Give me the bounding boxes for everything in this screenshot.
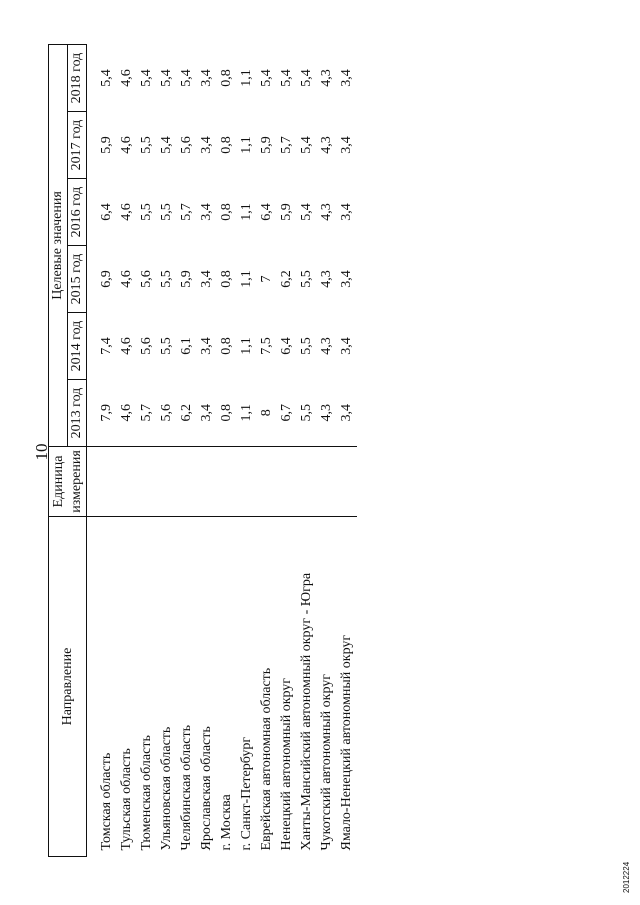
row-value: 3,4 <box>199 337 214 355</box>
row-value: 4,6 <box>117 380 137 447</box>
row-value: 5,6 <box>179 136 194 154</box>
table-row <box>337 44 357 856</box>
row-unit <box>117 447 137 517</box>
row-value: 0,8 <box>219 69 234 87</box>
row-value: 5,4 <box>159 69 174 87</box>
row-value: 5,4 <box>139 69 154 87</box>
table-row <box>217 44 237 856</box>
row-value: 0,8 <box>219 203 234 221</box>
row-value: 3,4 <box>339 69 354 87</box>
row-value: 4,6 <box>119 136 134 154</box>
table-row <box>277 44 297 856</box>
row-value: 5,4 <box>259 69 274 87</box>
row-value: 3,4 <box>339 203 354 221</box>
row-value: 6,1 <box>179 337 194 355</box>
row-name: Челябинская область <box>179 725 194 851</box>
row-value: 4,3 <box>319 203 334 221</box>
row-value: 7,4 <box>99 337 114 355</box>
row-value: 0,8 <box>219 270 234 288</box>
row-unit <box>137 447 157 517</box>
table-row <box>297 44 317 856</box>
row-value: 3,4 <box>339 270 354 288</box>
row-value: 7,5 <box>259 337 274 355</box>
row-value: 3,4 <box>199 270 214 288</box>
table-row <box>197 44 217 856</box>
table-body <box>87 44 358 856</box>
row-unit <box>157 447 177 517</box>
row-value: 5,5 <box>139 203 154 221</box>
row-value: 5,9 <box>259 136 274 154</box>
row-value: 4,6 <box>119 203 134 221</box>
row-value: 1,1 <box>239 337 254 355</box>
row-value: 5,5 <box>159 337 174 355</box>
row-value: 5,5 <box>139 136 154 154</box>
table-row <box>257 44 277 856</box>
row-unit <box>237 447 257 517</box>
row-value: 1,1 <box>239 69 254 87</box>
page-number: 10 <box>32 443 51 461</box>
row-value: 5,4 <box>299 69 314 87</box>
table-row <box>87 44 118 856</box>
row-name: Тульская область <box>119 748 134 851</box>
row-name: Ярославская область <box>199 726 214 851</box>
row-value: 4,6 <box>119 69 134 87</box>
row-value: 5,6 <box>139 337 154 355</box>
row-value: 6,4 <box>259 203 274 221</box>
table-row <box>157 44 177 856</box>
row-value: 1,1 <box>237 380 257 447</box>
row-unit <box>317 447 337 517</box>
side-code: 2012224 <box>622 861 631 893</box>
row-value: 5,4 <box>179 69 194 87</box>
header-direction: Направление <box>49 517 87 857</box>
row-name: Еврейская автономная область <box>259 667 274 851</box>
row-value: 5,4 <box>299 136 314 154</box>
row-unit <box>277 447 297 517</box>
row-value: 0,8 <box>219 337 234 355</box>
row-value: 4,3 <box>319 136 334 154</box>
row-value: 5,5 <box>299 270 314 288</box>
row-value: 6,7 <box>277 380 297 447</box>
row-value: 3,4 <box>199 136 214 154</box>
row-value: 0,8 <box>219 136 234 154</box>
row-unit <box>217 447 237 517</box>
row-unit <box>197 447 217 517</box>
row-unit <box>87 447 118 517</box>
row-value: 5,9 <box>179 270 194 288</box>
row-value: 4,3 <box>319 337 334 355</box>
row-value: 0,8 <box>217 380 237 447</box>
header-year: 2017 год <box>68 112 87 179</box>
row-value: 6,2 <box>177 380 197 447</box>
table-row <box>137 44 157 856</box>
row-unit <box>337 447 357 517</box>
row-value: 1,1 <box>239 270 254 288</box>
row-value: 6,4 <box>99 203 114 221</box>
row-value: 8 <box>257 380 277 447</box>
header-year: 2018 год <box>68 44 87 111</box>
row-unit <box>257 447 277 517</box>
row-value: 5,7 <box>137 380 157 447</box>
row-value: 5,4 <box>159 136 174 154</box>
table-row <box>177 44 197 856</box>
row-name: Ямало-Ненецкий автономный округ <box>339 634 354 851</box>
table-row <box>117 44 137 856</box>
row-value: 3,4 <box>199 203 214 221</box>
row-name: г. Санкт-Петербург <box>239 736 254 851</box>
header-year: 2014 год <box>68 313 87 380</box>
row-value: 5,5 <box>159 270 174 288</box>
row-value: 5,7 <box>279 136 294 154</box>
row-value: 1,1 <box>239 136 254 154</box>
row-value: 5,5 <box>297 380 317 447</box>
row-value: 7,9 <box>87 380 118 447</box>
row-value: 3,4 <box>339 337 354 355</box>
row-value: 3,4 <box>199 69 214 87</box>
row-value: 5,6 <box>139 270 154 288</box>
header-year: 2015 год <box>68 246 87 313</box>
header-year: 2013 год <box>68 380 87 447</box>
row-value: 5,4 <box>299 203 314 221</box>
target-values-table <box>48 44 357 857</box>
header-group: Целевые значения <box>49 44 68 446</box>
table-row <box>317 44 337 856</box>
row-value: 4,3 <box>319 69 334 87</box>
row-name: Чукотский автономный округ <box>319 673 334 851</box>
row-value: 1,1 <box>239 203 254 221</box>
row-name: Ханты-Мансийский автономный округ - Югра <box>299 572 314 851</box>
row-unit <box>297 447 317 517</box>
row-value: 3,4 <box>197 380 217 447</box>
row-value: 6,4 <box>279 337 294 355</box>
row-value: 6,9 <box>99 270 114 288</box>
row-value: 5,7 <box>179 203 194 221</box>
row-value: 5,5 <box>299 337 314 355</box>
row-value: 3,4 <box>339 136 354 154</box>
table-row <box>237 44 257 856</box>
row-value: 5,9 <box>279 203 294 221</box>
row-value: 4,3 <box>317 380 337 447</box>
row-unit <box>177 447 197 517</box>
row-value: 4,3 <box>319 270 334 288</box>
row-value: 5,6 <box>157 380 177 447</box>
header-unit-line1: Единица <box>50 455 66 508</box>
header-year: 2016 год <box>68 179 87 246</box>
row-value: 5,5 <box>159 203 174 221</box>
row-value: 7 <box>259 275 274 283</box>
row-value: 4,6 <box>119 337 134 355</box>
row-name: г. Москва <box>219 794 234 851</box>
row-value: 5,9 <box>99 136 114 154</box>
row-value: 5,4 <box>279 69 294 87</box>
row-name: Тюменская область <box>139 735 154 851</box>
row-value: 3,4 <box>337 380 357 447</box>
row-value: 6,2 <box>279 270 294 288</box>
header-unit <box>49 447 87 517</box>
row-name: Томская область <box>99 752 114 851</box>
header-unit-line2: измерения <box>68 450 84 513</box>
row-value: 5,4 <box>99 69 114 87</box>
row-name: Ненецкий автономный округ <box>279 677 294 851</box>
row-name: Ульяновская область <box>159 726 174 851</box>
row-value: 4,6 <box>119 270 134 288</box>
